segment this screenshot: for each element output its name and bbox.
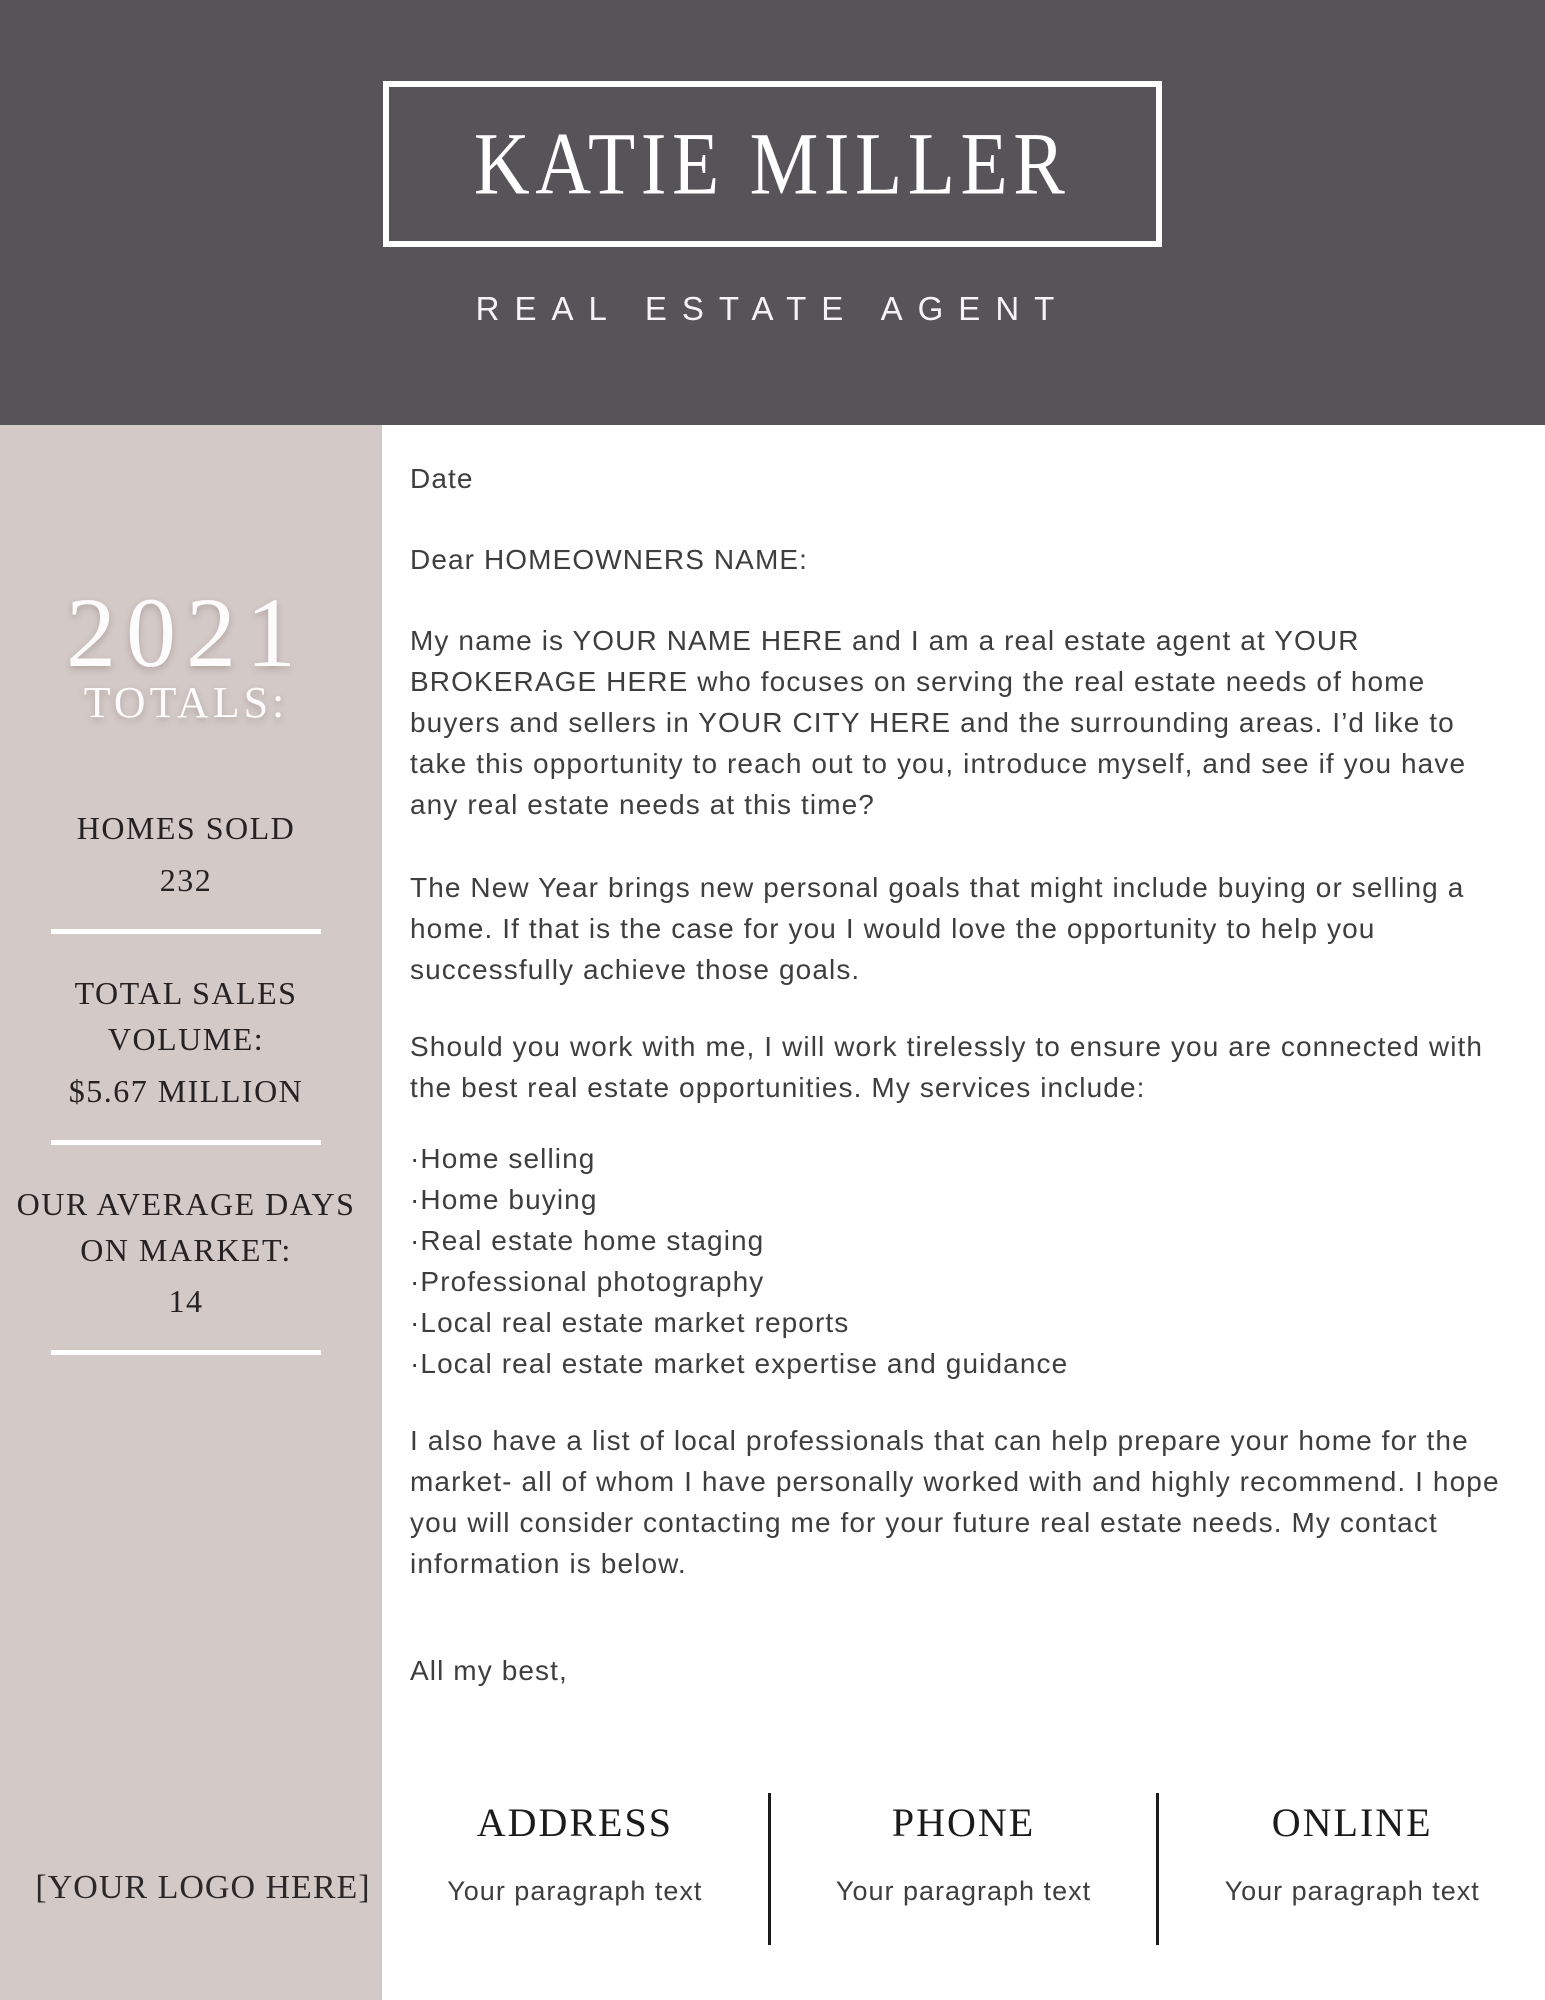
divider (51, 929, 321, 934)
logo-placeholder: [YOUR LOGO HERE] (35, 1869, 371, 1906)
services-list (410, 1138, 1520, 1384)
paragraph: Should you work with me, I will work tirelessly to ensure you are connected with the best real estate opportunities. My services include: (410, 1031, 1484, 1103)
agent-name-box (383, 81, 1162, 247)
contact-heading: ADDRESS (476, 1800, 673, 1845)
letter-body (410, 425, 1520, 1691)
contact-text: Your paragraph text (835, 1876, 1092, 1906)
stat-label: HOMES SOLD (76, 810, 296, 847)
divider (51, 1350, 321, 1355)
stat-value: $5.67 MILLION (68, 1072, 304, 1109)
date-line: Date (410, 463, 474, 494)
contact-heading: PHONE (891, 1800, 1036, 1845)
contact-text: Your paragraph text (1224, 1876, 1480, 1906)
stat-value: 14 (168, 1283, 204, 1320)
sidebar-content (6, 425, 366, 1355)
contact-col-online (1156, 1793, 1545, 1945)
closing-line: All my best, (410, 1655, 568, 1686)
service-item: ·Home buying (410, 1184, 598, 1215)
totals-year: 2021 (66, 577, 306, 688)
sidebar (0, 425, 382, 2000)
salutation: Dear HOMEOWNERS NAME: (410, 544, 809, 575)
paragraph: I also have a list of local professionals that can help prepare your home for the market- all of whom I have personally worked with and highly recommend. I hope you will consider contacting me for your future real estate needs. My contact information is below. (410, 1425, 1500, 1579)
service-item: ·Home selling (410, 1143, 596, 1174)
paragraph: My name is YOUR NAME HERE and I am a real estate agent at YOUR BROKERAGE HERE who focuses on serving the real estate needs of home buyers and sellers in YOUR CITY HERE and the surrounding areas. I’d like to take this opportunity to reach out to you, introduce myself, and see if you have any real estate needs at this time? (410, 625, 1467, 820)
agent-name: KATIE MILLER (474, 114, 1071, 214)
divider (51, 1140, 321, 1145)
contact-col-phone (768, 1793, 1157, 1945)
contact-col-address (382, 1793, 768, 1945)
service-item: ·Local real estate market reports (410, 1307, 850, 1338)
service-item: ·Local real estate market expertise and guidance (410, 1348, 1069, 1379)
contact-columns (382, 1793, 1545, 1945)
stat-label: OUR AVERAGE DAYS ON MARKET: (16, 1185, 356, 1268)
contact-heading: ONLINE (1271, 1800, 1433, 1845)
stat-days-on-market (6, 1181, 366, 1321)
paragraph: The New Year brings new personal goals that might include buying or selling a home. If that is the case for you I would love the opportunity to help you successfully achieve those goals. (410, 872, 1465, 985)
contact-text: Your paragraph text (447, 1876, 703, 1906)
header-band (0, 0, 1545, 425)
totals-label: TOTALS: (83, 678, 289, 727)
stat-sales-volume (6, 970, 366, 1110)
stat-label: TOTAL SALES VOLUME: (74, 974, 298, 1058)
stat-homes-sold (6, 805, 366, 898)
service-item: ·Real estate home staging (410, 1225, 765, 1256)
agent-role-subtitle: REAL ESTATE AGENT (475, 290, 1070, 327)
service-item: ·Professional photography (410, 1266, 765, 1297)
stat-value: 232 (159, 861, 213, 898)
